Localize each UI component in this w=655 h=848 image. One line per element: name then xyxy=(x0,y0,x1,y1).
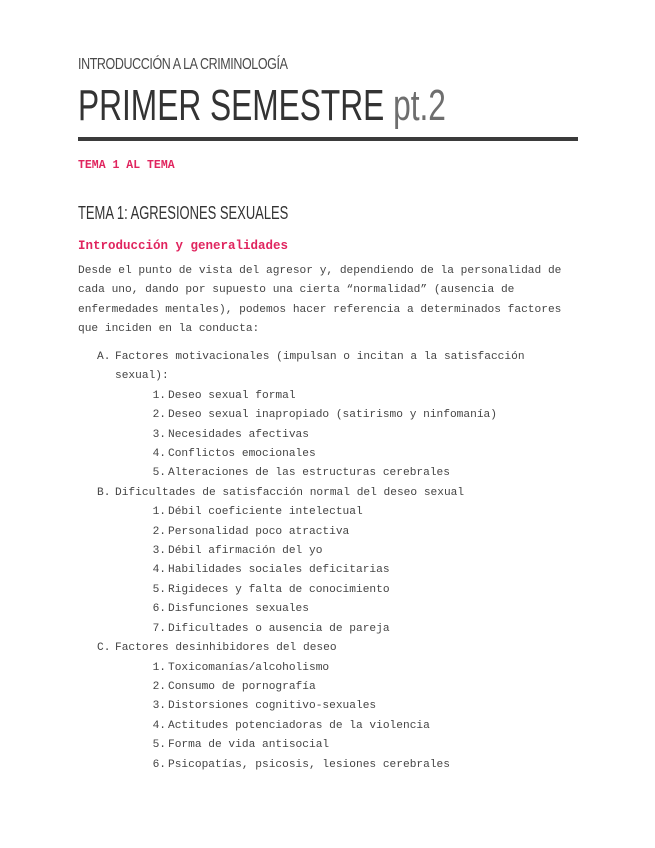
list-item xyxy=(148,736,578,755)
list-item-marker: 2. xyxy=(152,525,166,538)
list-item xyxy=(148,426,578,445)
list-item-label: Consumo de pornografía xyxy=(168,680,316,693)
list-item xyxy=(148,523,578,542)
list-item-label: Rigideces y falta de conocimiento xyxy=(168,583,390,596)
list-item xyxy=(148,756,578,775)
list-item xyxy=(148,464,578,483)
outline-sublist xyxy=(148,659,578,775)
list-item xyxy=(148,600,578,619)
list-item-label: Alteraciones de las estructuras cerebrales xyxy=(168,467,450,480)
list-item-label: Disfunciones sexuales xyxy=(168,603,309,616)
list-item-marker: 4. xyxy=(152,564,166,577)
list-item-label: Deseo sexual formal xyxy=(168,389,296,402)
list-item-marker: 7. xyxy=(152,622,166,635)
list-item xyxy=(148,581,578,600)
list-item-marker: 6. xyxy=(152,603,166,616)
page-title xyxy=(78,81,446,130)
list-item xyxy=(148,697,578,716)
list-item-label: Deseo sexual inapropiado (satirismo y ninfomanía) xyxy=(168,409,497,422)
course-name: INTRODUCCIÓN A LA CRIMINOLOGÍA xyxy=(78,56,288,73)
list-item-label: Personalidad poco atractiva xyxy=(168,525,350,538)
list-item-label: Dificultades o ausencia de pareja xyxy=(168,622,390,635)
list-item-label: Forma de vida antisocial xyxy=(168,739,330,752)
list-item-marker: 4. xyxy=(152,719,166,732)
list-item xyxy=(148,659,578,678)
outline-group-label: Dificultades de satisfacción normal del deseo sexual xyxy=(115,486,465,499)
list-item-label: Actitudes potenciadoras de la violencia xyxy=(168,719,430,732)
section-tag: TEMA 1 AL TEMA xyxy=(78,159,175,172)
list-item-label: Débil afirmación del yo xyxy=(168,545,323,558)
list-item xyxy=(148,678,578,697)
outline-list xyxy=(78,348,578,775)
factors-outline xyxy=(78,348,578,775)
outline-group-marker: B. xyxy=(97,486,111,499)
list-item xyxy=(148,620,578,639)
list-item-marker: 5. xyxy=(152,467,166,480)
intro-paragraph: Desde el punto de vista del agresor y, dependiendo de la personalidad de cada uno, dando por supuesto una cierta “normalidad” (ausencia de enfermedades mentales), podemos hacer referencia a determinados factores que inciden en la conducta: xyxy=(78,265,562,336)
topic-title: TEMA 1: AGRESIONES SEXUALES xyxy=(78,203,289,223)
list-item xyxy=(148,542,578,561)
outline-group-a xyxy=(78,348,578,484)
list-item-label: Conflictos emocionales xyxy=(168,448,316,461)
outline-group-b xyxy=(78,484,578,639)
outline-group-label: Factores desinhibidores del deseo xyxy=(115,642,337,655)
outline-sublist xyxy=(148,387,578,484)
list-item-marker: 5. xyxy=(152,583,166,596)
title-divider xyxy=(78,137,578,141)
list-item-label: Necesidades afectivas xyxy=(168,428,309,441)
list-item-marker: 4. xyxy=(152,448,166,461)
list-item xyxy=(148,717,578,736)
list-item xyxy=(148,503,578,522)
list-item-marker: 1. xyxy=(152,506,166,519)
list-item-marker: 2. xyxy=(152,409,166,422)
list-item xyxy=(148,406,578,425)
outline-sublist xyxy=(148,503,578,639)
list-item-label: Habilidades sociales deficitarias xyxy=(168,564,390,577)
subheading: Introducción y generalidades xyxy=(78,239,289,253)
list-item-marker: 3. xyxy=(152,428,166,441)
outline-group-c xyxy=(78,639,578,775)
list-item-marker: 6. xyxy=(152,758,166,771)
list-item-marker: 2. xyxy=(152,680,166,693)
list-item-marker: 1. xyxy=(152,661,166,674)
list-item xyxy=(148,387,578,406)
list-item xyxy=(148,561,578,580)
list-item-marker: 3. xyxy=(152,545,166,558)
page-title-main: PRIMER SEMESTRE xyxy=(78,81,394,130)
outline-group-label: Factores motivacionales (impulsan o incitan a la satisfacción sexual): xyxy=(115,351,525,383)
list-item-marker: 3. xyxy=(152,700,166,713)
list-item-label: Distorsiones cognitivo-sexuales xyxy=(168,700,377,713)
list-item-marker: 1. xyxy=(152,389,166,402)
list-item-label: Débil coeficiente intelectual xyxy=(168,506,363,519)
list-item-marker: 5. xyxy=(152,739,166,752)
list-item-label: Psicopatías, psicosis, lesiones cerebrales xyxy=(168,758,450,771)
list-item-label: Toxicomanías/alcoholismo xyxy=(168,661,330,674)
outline-group-marker: A. xyxy=(97,351,111,363)
list-item xyxy=(148,445,578,464)
page-title-suffix: pt.2 xyxy=(393,81,446,130)
outline-group-marker: C. xyxy=(97,642,111,655)
